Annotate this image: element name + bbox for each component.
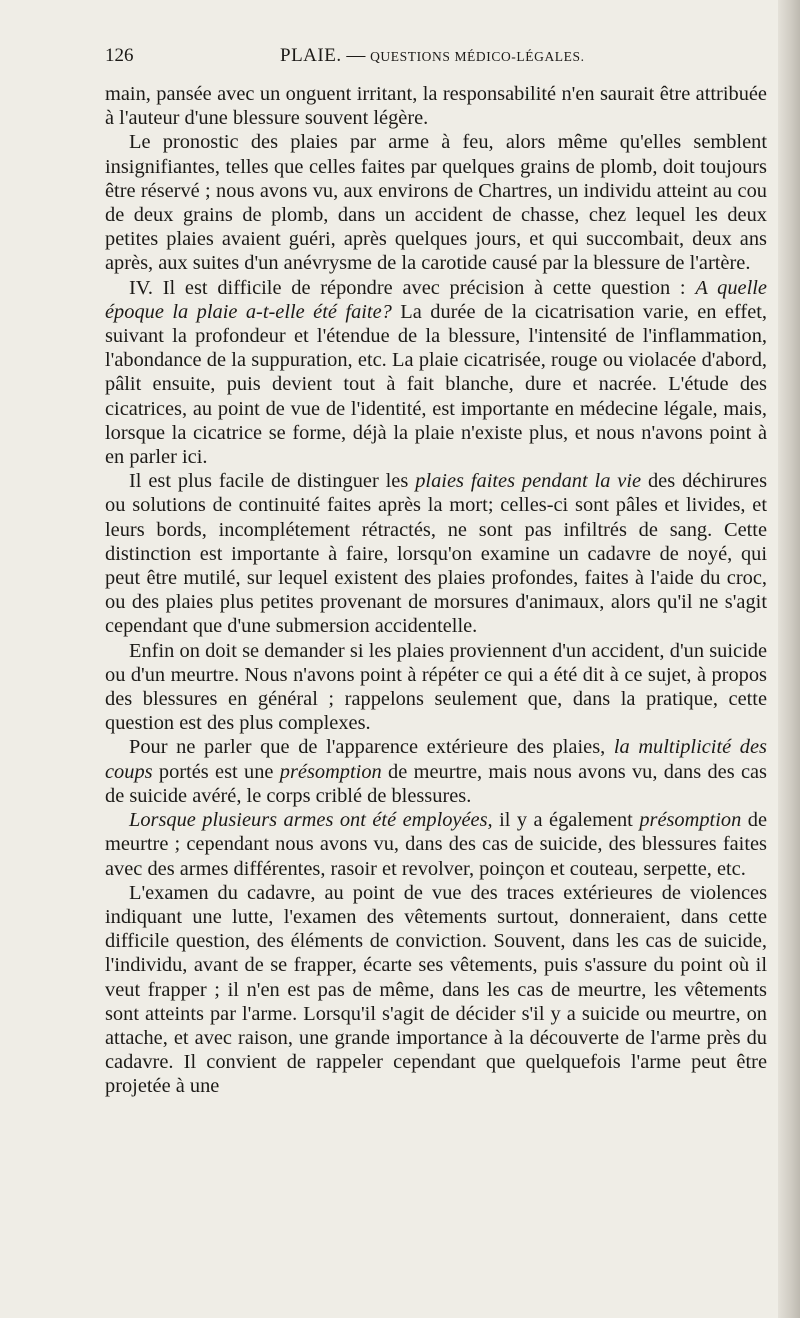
text-run: IV. Il est difficile de répondre avec précision à cette question : [129, 276, 696, 299]
paragraph [105, 469, 767, 638]
page-edge-shadow [778, 0, 800, 1318]
text-run: L'examen du cadavre, au point de vue des traces extérieures de violences indiquant une lutte, l'examen des vêtements surtout, donneraient, dans cette difficile question, des éléments de conviction. Souvent, dans les cas de suicide, l'individu, avant de se frapper, écarte ses vêtements, puis s'assure du point où il veut frapper ; il n'en est pas de même, dans les cas de meurtre, les vêtements sont atteints par l'arme. Lorsqu'il s'agit de décider s'il y a suicide ou meurtre, on attache, et avec raison, une grande importance à la découverte de l'arme près du cadavre. Il convient de rappeler cependant que quelquefois l'arme peut être projetée à une [105, 881, 767, 1098]
paragraph [105, 639, 767, 736]
page-number: 126 [105, 45, 134, 66]
running-head [280, 45, 585, 67]
body-text [105, 82, 767, 1099]
text-run: Enfin on doit se demander si les plaies proviennent d'un accident, d'un suicide ou d'un meurtre. Nous n'avons point à répéter ce qui a été dit à ce sujet, à propos des blessures en général ; rappelons seulement que, dans la pratique, cette question est des plus complexes. [105, 639, 767, 735]
paragraph [105, 808, 767, 881]
text-run: portés est une [152, 760, 280, 783]
running-head-dash: — [346, 45, 366, 66]
italic-text: présomption [279, 760, 382, 783]
paragraph [105, 82, 767, 130]
italic-text: A quelle époque la plaie a-t-elle été faite? [105, 276, 767, 323]
paragraph [105, 130, 767, 275]
running-head-title: PLAIE. [280, 45, 342, 66]
text-run: il y a également [492, 809, 640, 832]
text-run: main, pansée avec un onguent irritant, la responsabilité n'en saurait être attribuée à l'auteur d'une blessure souvent légère. [105, 83, 767, 130]
running-head-subtitle: QUESTIONS MÉDICO-LÉGALES. [370, 49, 585, 64]
text-run: Pour ne parler que de l'apparence extérieure des plaies, [129, 736, 614, 759]
text-run: de meurtre ; cependant nous avons vu, dans des cas de suicide, des blessures faites avec des armes différentes, rasoir et revolver, poinçon et couteau, serpette, etc. [105, 809, 767, 880]
paragraph [105, 276, 767, 470]
italic-text: la multiplicité des coups [105, 736, 767, 783]
paragraph [105, 881, 767, 1099]
running-header [105, 45, 767, 73]
text-run: de meurtre, mais nous avons vu, dans des cas de suicide avéré, le corps criblé de blessures. [105, 760, 767, 807]
text-run: Le pronostic des plaies par arme à feu, alors même qu'elles semblent insignifiantes, telles que celles faites par quelques grains de plomb, doit toujours être réservé ; nous avons vu, aux environs de Chartres, un individu atteint au cou de deux grains de plomb, dans un accident de chasse, chez lequel les deux petites plaies avaient guéri, après quelques jours, et qui succombait, deux ans après, aux suites d'un anévrysme de la carotide causé par la blessure de l'artère. [105, 131, 767, 275]
text-run: La durée de la cicatrisation varie, en effet, suivant la profondeur et l'étendue de la blessure, l'intensité de l'inflammation, l'abondance de la suppuration, etc. La plaie cicatrisée, rouge ou violacée d'abord, pâlit ensuite, puis devient tout à fait blanche, dure et nacrée. L'étude des cicatrices, au point de vue de l'identité, est importante en médecine légale, mais, lorsque la cicatrice se forme, déjà la plaie n'existe plus, et nous n'avons point à en parler ici. [105, 300, 768, 469]
text-run: Il est plus facile de distinguer les [129, 470, 416, 493]
italic-text: Lorsque plusieurs armes ont été employées, [129, 809, 493, 832]
paragraph [105, 735, 767, 808]
italic-text: présomption [639, 809, 742, 832]
italic-text: plaies faites pendant la vie [415, 470, 642, 493]
text-run: des déchirures ou solutions de continuité faites après la mort; celles-ci sont pâles et livides, et leurs bords, incomplétement rétractés, ne sont pas infiltrés de sang. Cette distinction est importante à faire, lorsqu'on examine un cadavre de noyé, qui peut être mutilé, sur lequel existent des plaies profondes, faites à l'aide du croc, ou des plaies plus petites provenant de morsures d'animaux, alors qu'il ne s'agit cependant que d'une submersion accidentelle. [105, 470, 768, 638]
